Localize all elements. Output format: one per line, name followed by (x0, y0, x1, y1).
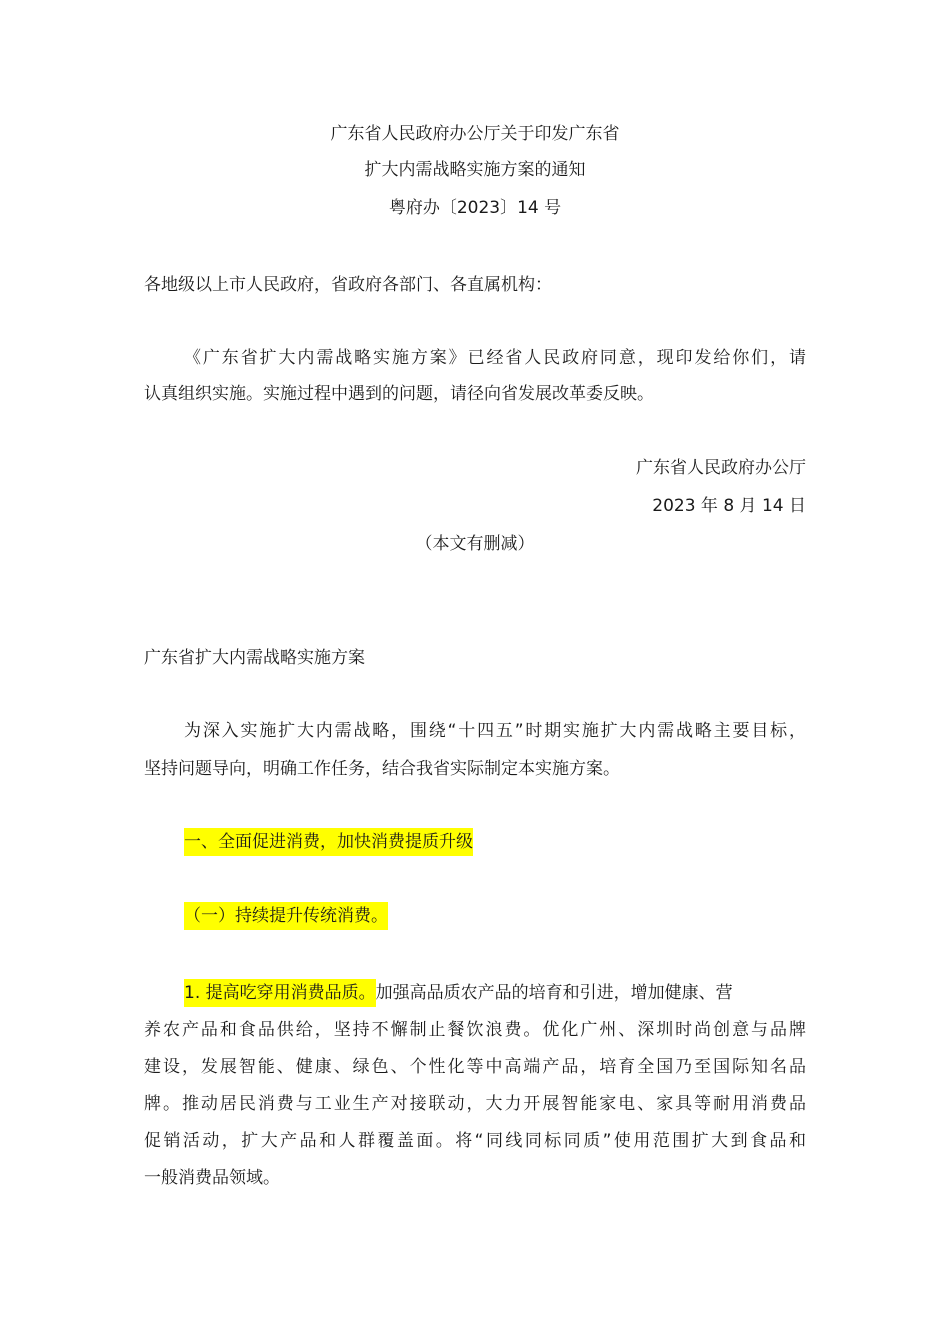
notice-title-line-2: 扩大内需战略实施方案的通知 (364, 160, 586, 180)
plan-title: 广东省扩大内需战略实施方案 (144, 648, 365, 668)
notice-body-line-2: 认真组织实施。实施过程中遇到的问题，请径向省发展改革委反映。 (144, 384, 654, 404)
section-1-heading (184, 830, 473, 854)
plan-intro-line-2: 坚持问题导向，明确工作任务，结合我省实际制定本实施方案。 (144, 759, 620, 779)
section-1-heading-text: 一、全面促进消费，加快消费提质升级 (184, 828, 473, 856)
item-1-heading: 1. 提高吃穿用消费品质。 (184, 979, 376, 1007)
abridged-note: （本文有删减） (415, 534, 535, 554)
item-1-line-6: 一般消费品领域。 (144, 1168, 280, 1188)
issuer: 广东省人民政府办公厅 (636, 458, 806, 478)
item-1-line-2: 养农产品和食品供给，坚持不懈制止餐饮浪费。优化广州、深圳时尚创意与品牌 (144, 1020, 806, 1040)
addressee: 各地级以上市人民政府，省政府各部门、各直属机构： (144, 275, 552, 295)
item-1-line-4: 牌。推动居民消费与工业生产对接联动，大力开展智能家电、家具等耐用消费品 (144, 1094, 806, 1114)
notice-body-line-1: 《广东省扩大内需战略实施方案》已经省人民政府同意，现印发给你们，请 (184, 348, 806, 368)
item-1-line-5: 促销活动，扩大产品和人群覆盖面。将“同线同标同质”使用范围扩大到食品和 (144, 1131, 806, 1151)
item-1-line-1 (184, 981, 733, 1005)
notice-title-line-1: 广东省人民政府办公厅关于印发广东省 (330, 124, 620, 144)
document-number: 粤府办〔2023〕14 号 (388, 198, 562, 218)
subsection-1-heading-text: （一）持续提升传统消费。 (184, 902, 388, 930)
item-1-line-3: 建设，发展智能、健康、绿色、个性化等中高端产品，培育全国乃至国际知名品 (144, 1057, 806, 1077)
issue-date: 2023 年 8 月 14 日 (652, 496, 806, 516)
item-1-line-1-text: 加强高品质农产品的培育和引进，增加健康、营 (375, 983, 733, 1003)
plan-intro-line-1: 为深入实施扩大内需战略，围绕“十四五”时期实施扩大内需战略主要目标， (184, 721, 806, 741)
subsection-1-heading (184, 904, 388, 928)
